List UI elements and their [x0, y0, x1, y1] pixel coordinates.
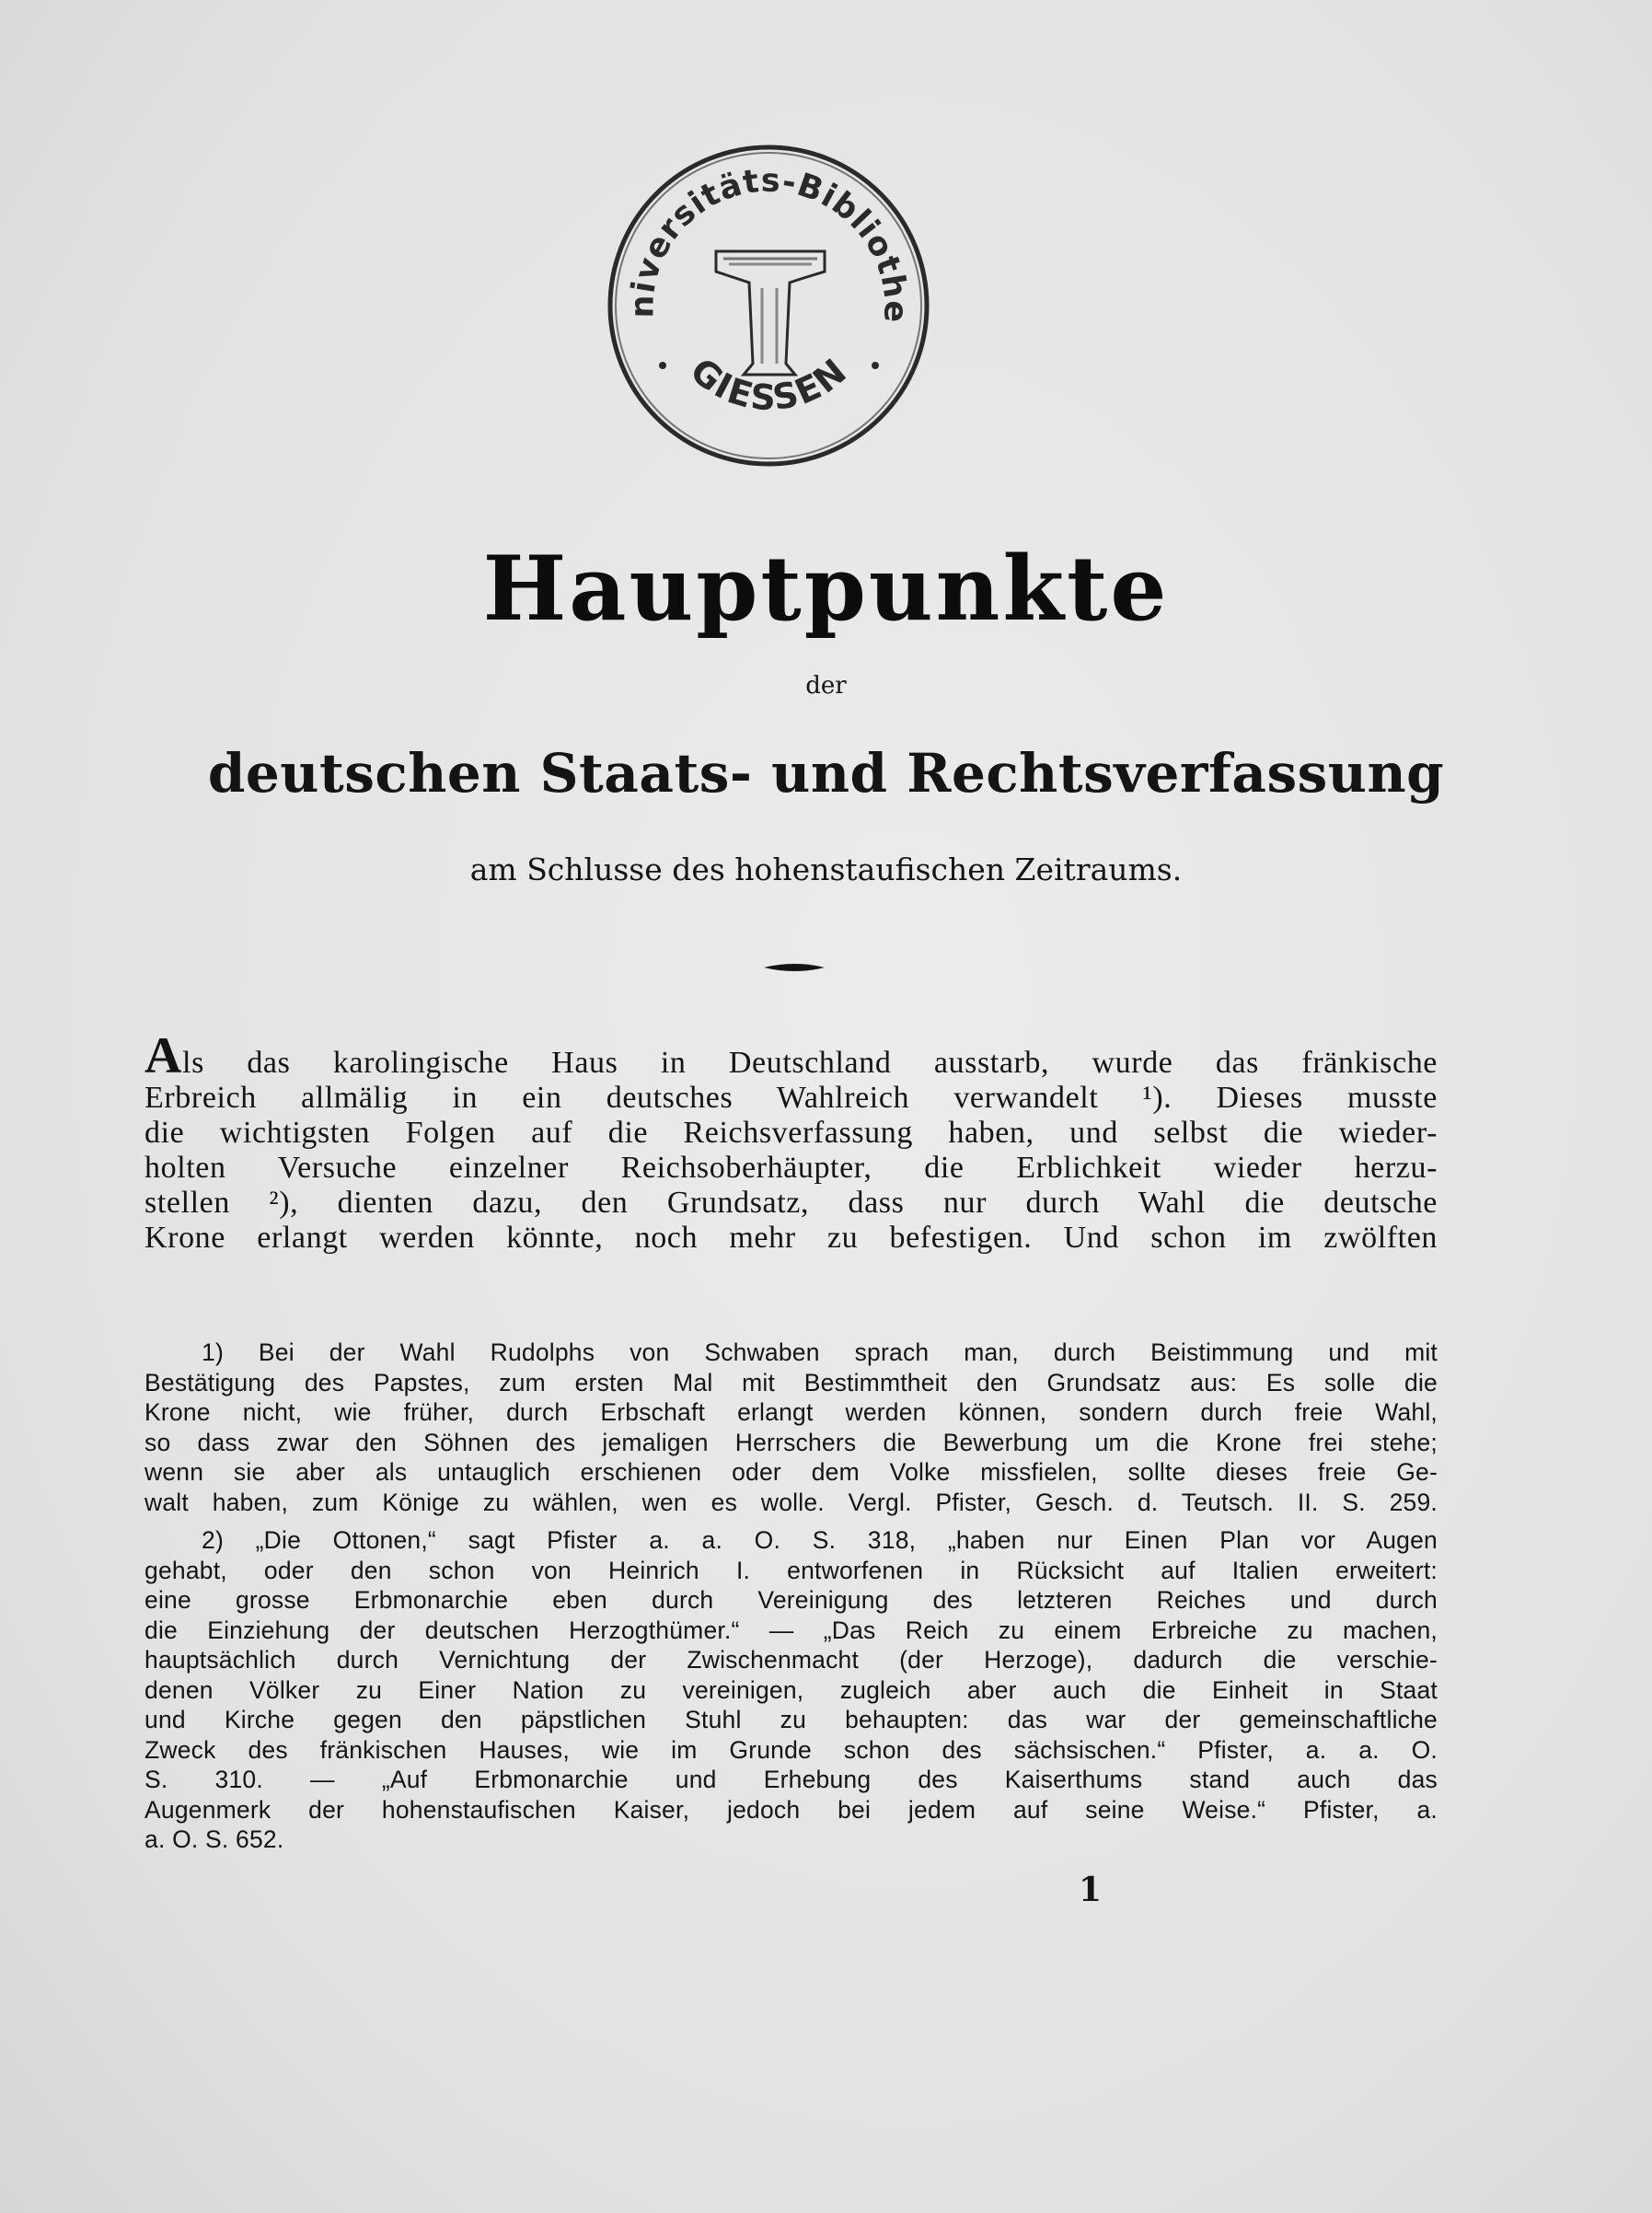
footnote-line: wenn sie aber als untauglich erschienen oder dem Volke missfielen, sollte dieses freie Ge- — [144, 1458, 1438, 1486]
text-line: Erbreich allmälig in ein deutsches Wahlreich verwandelt ¹). Dieses musste — [144, 1081, 1438, 1115]
footnote-line: hauptsächlich durch Vernichtung der Zwischenmacht (der Herzoge), dadurch die verschie- — [144, 1646, 1438, 1674]
text-line: die wichtigsten Folgen auf die Reichsverfassung haben, und selbst die wieder- — [144, 1116, 1438, 1150]
text-line: holten Versuche einzelner Reichsoberhäupter, die Erblichkeit wieder herzu- — [144, 1151, 1438, 1185]
text-line: Als das karolingische Haus in Deutschland ausstarb, wurde das fränkische — [144, 1038, 1438, 1081]
footnote-line: so dass zwar den Söhnen des jemaligen Herrschers die Bewerbung um die Krone frei stehe; — [144, 1428, 1438, 1456]
footnote-line: Zweck des fränkischen Hauses, wie im Grunde schon des sächsischen.“ Pfister, a. a. O. — [144, 1735, 1438, 1764]
footnote-line: S. 310. — „Auf Erbmonarchie und Erhebung des Kaiserthums stand auch das — [144, 1766, 1438, 1793]
footnote-2 — [144, 1525, 1438, 1855]
page-number: 1 — [1079, 1871, 1103, 1909]
footnote-line: gehabt, oder den schon von Heinrich I. entworfenen in Rücksicht auf Italien erweitert: — [144, 1556, 1438, 1584]
title-connector: der — [805, 672, 847, 700]
footnote-line: und Kirche gegen den päpstlichen Stuhl zu behaupten: das war der gemeinschaftliche — [144, 1706, 1438, 1733]
stamp-text-top: niversitäts-Bibliothe — [624, 162, 914, 324]
text-line: stellen ²), dienten dazu, den Grundsatz, dass nur durch Wahl die deutsche — [144, 1186, 1438, 1220]
title-period: am Schlusse des hohenstaufischen Zeitraums. — [469, 852, 1183, 887]
stamp-seal-icon — [606, 143, 932, 469]
library-stamp — [606, 143, 932, 469]
footnote-line: Krone nicht, wie früher, durch Erbschaft erlangt werden können, sondern durch freie Wahl, — [144, 1398, 1438, 1426]
footnote-line: Bestätigung des Papstes, zum ersten Mal mit Bestimmtheit den Grundsatz aus: Es solle die — [144, 1368, 1438, 1396]
footnote-line: Augenmerk der hohenstaufischen Kaiser, jedoch bei jedem auf seine Weise.“ Pfister, a. — [144, 1795, 1438, 1824]
page-title: Hauptpunkte — [482, 537, 1170, 641]
initial-letter: A — [144, 1038, 183, 1081]
footnote-line: a. O. S. 652. — [144, 1825, 284, 1853]
main-text — [144, 1038, 1438, 1256]
footnote-line: 2) „Die Ottonen,“ sagt Pfister a. a. O. S. 318, „haben nur Einen Plan vor Augen — [202, 1526, 1438, 1554]
text-line: Krone erlangt werden könnte, noch mehr zu befestigen. Und schon im zwölften — [144, 1221, 1438, 1255]
footnote-line: eine grosse Erbmonarchie eben durch Vereinigung des letzteren Reiches und durch — [144, 1586, 1438, 1614]
svg-text:Universitäts-Bibliothek — [606, 143, 914, 324]
footnote-line: 1) Bei der Wahl Rudolphs von Schwaben sprach man, durch Beistimmung und mit — [202, 1338, 1438, 1366]
page-subtitle: deutschen Staats- und Rechtsverfassung — [207, 742, 1445, 805]
footnote-line: walt haben, zum Könige zu wählen, wen es wolle. Vergl. Pfister, Gesch. d. Teutsch. II. S. 259. — [144, 1488, 1438, 1516]
footnote-line: denen Völker zu Einer Nation zu vereinigen, zugleich aber auch die Einheit in Staat — [144, 1675, 1438, 1704]
footnotes — [144, 1338, 1438, 1855]
stamp-text-bottom: GIESSEN — [682, 350, 856, 419]
svg-text:GIESSEN — [683, 350, 855, 418]
divider-ornament — [764, 959, 825, 970]
footnote-1 — [144, 1338, 1438, 1517]
footnote-line: die Einziehung der deutschen Herzogthümer.“ — „Das Reich zu einem Erbreiche zu machen, — [144, 1616, 1438, 1644]
